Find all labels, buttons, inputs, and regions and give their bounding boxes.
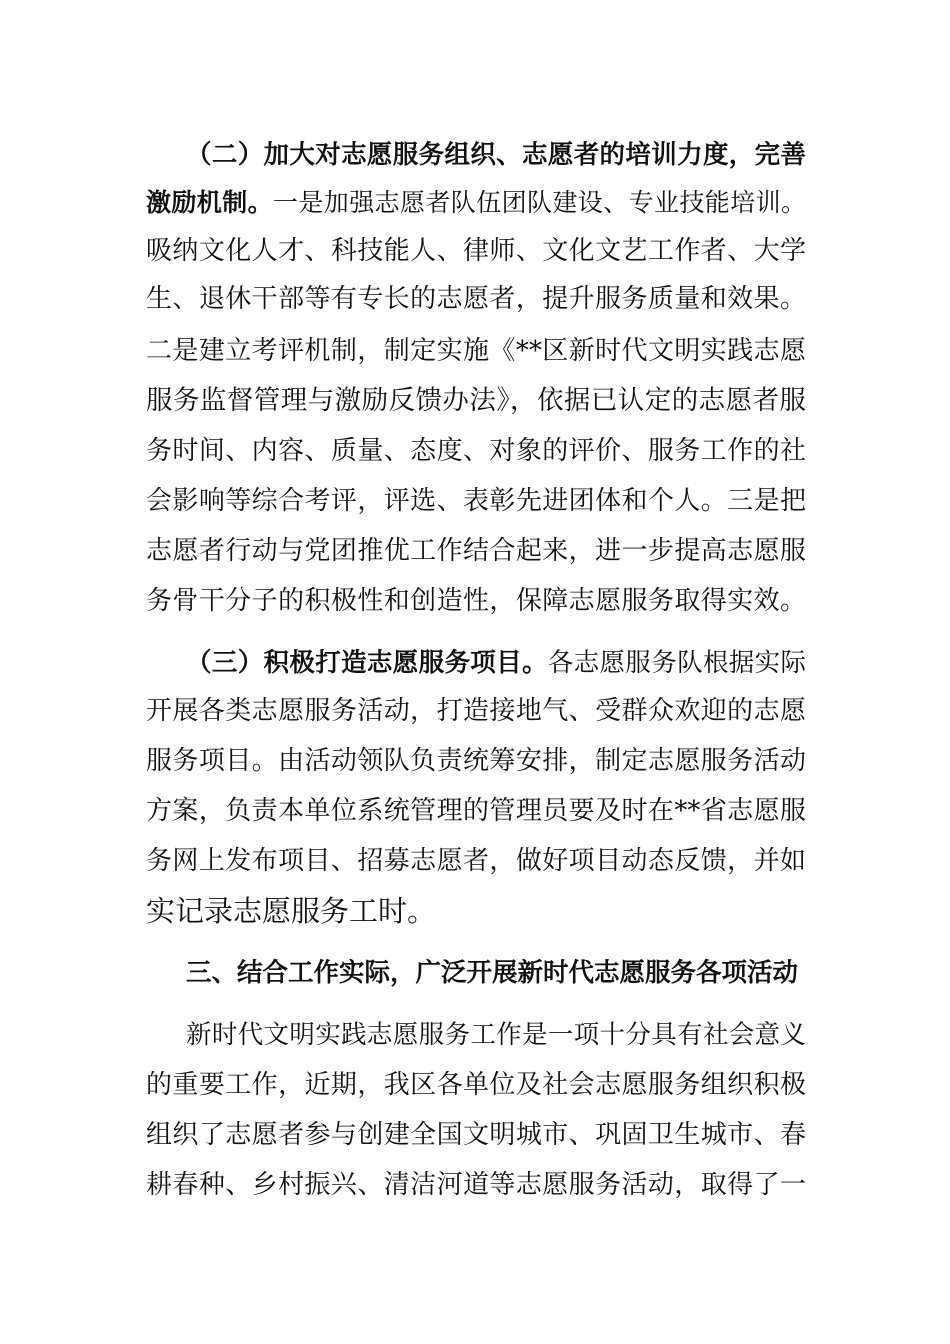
paragraph-line: 耕春种、乡村振兴、清洁河道等志愿服务活动，取得了一 — [146, 1170, 806, 1200]
text-run: 服务项目。由活动领队负责统筹安排，制定志愿服务活动 — [146, 746, 806, 776]
text-run: 会影响等综合考评，评选、表彰先进团体和个人。三是把 — [146, 486, 806, 516]
paragraph-line — [146, 844, 806, 878]
text-run: 吸纳文化人才、科技能人、律师、文化文艺工作者、大学 — [146, 236, 806, 266]
paragraph-line: 组织了志愿者参与创建全国文明城市、巩固卫生城市、春 — [146, 1120, 806, 1150]
text-run: 务网上发布项目、招募志愿者，做好项目动态反馈，并如 — [146, 846, 806, 876]
text-run: 务骨干分子的积极性和创造性，保障志愿服务取得实效。 — [146, 586, 806, 616]
text-run: 一是加强志愿者队伍团队建设、专业技能培训。 — [273, 188, 806, 217]
paragraph-line: 的重要工作，近期，我区各单位及社会志愿服务组织积极 — [146, 1070, 806, 1100]
bold-run: （二）加大对志愿服务组织、志愿者的培训力度，完善 — [186, 140, 806, 170]
paragraph-line — [146, 534, 806, 568]
paragraph-line — [186, 646, 806, 680]
paragraph-line — [146, 384, 806, 418]
text-run: 生、退休干部等有专长的志愿者，提升服务质量和效果。 — [146, 284, 806, 314]
paragraph-line — [146, 234, 806, 268]
paragraph-line — [146, 334, 806, 368]
text-run: 实记录志愿服务工时。 — [146, 894, 437, 928]
paragraph-line: 新时代文明实践志愿服务工作是一项十分具有社会意义 — [186, 1020, 806, 1050]
text-run: 志愿者行动与党团推优工作结合起来，进一步提高志愿服 — [146, 536, 806, 566]
paragraph-line — [146, 694, 806, 728]
paragraph-line — [146, 584, 806, 618]
paragraph-line — [146, 434, 806, 468]
paragraph-line — [146, 794, 806, 828]
text-run: 服务监督管理与激励反馈办法》，依据已认定的志愿者服 — [146, 385, 806, 416]
text-run: 二是建立考评机制，制定实施《**区新时代文明实践志愿 — [146, 336, 806, 366]
text-run: 开展各类志愿服务活动，打造接地气、受群众欢迎的志愿 — [146, 696, 806, 726]
paragraph-line — [146, 744, 806, 778]
text-run: 务时间、内容、质量、态度、对象的评价、服务工作的社 — [146, 436, 806, 466]
section-heading: 三、结合工作实际，广泛开展新时代志愿服务各项活动 — [186, 958, 799, 988]
paragraph-line — [186, 138, 806, 172]
paragraph-line — [146, 484, 806, 518]
text-run: 各志愿服务队根据实际 — [547, 648, 806, 678]
text-run: 方案，负责本单位系统管理的管理员要及时在**省志愿服 — [146, 796, 806, 826]
paragraph-line — [146, 282, 806, 316]
bold-run: 激励机制。 — [146, 188, 273, 217]
bold-run: （三）积极打造志愿服务项目。 — [186, 648, 548, 678]
paragraph-line — [146, 894, 806, 928]
paragraph-line — [146, 186, 806, 220]
